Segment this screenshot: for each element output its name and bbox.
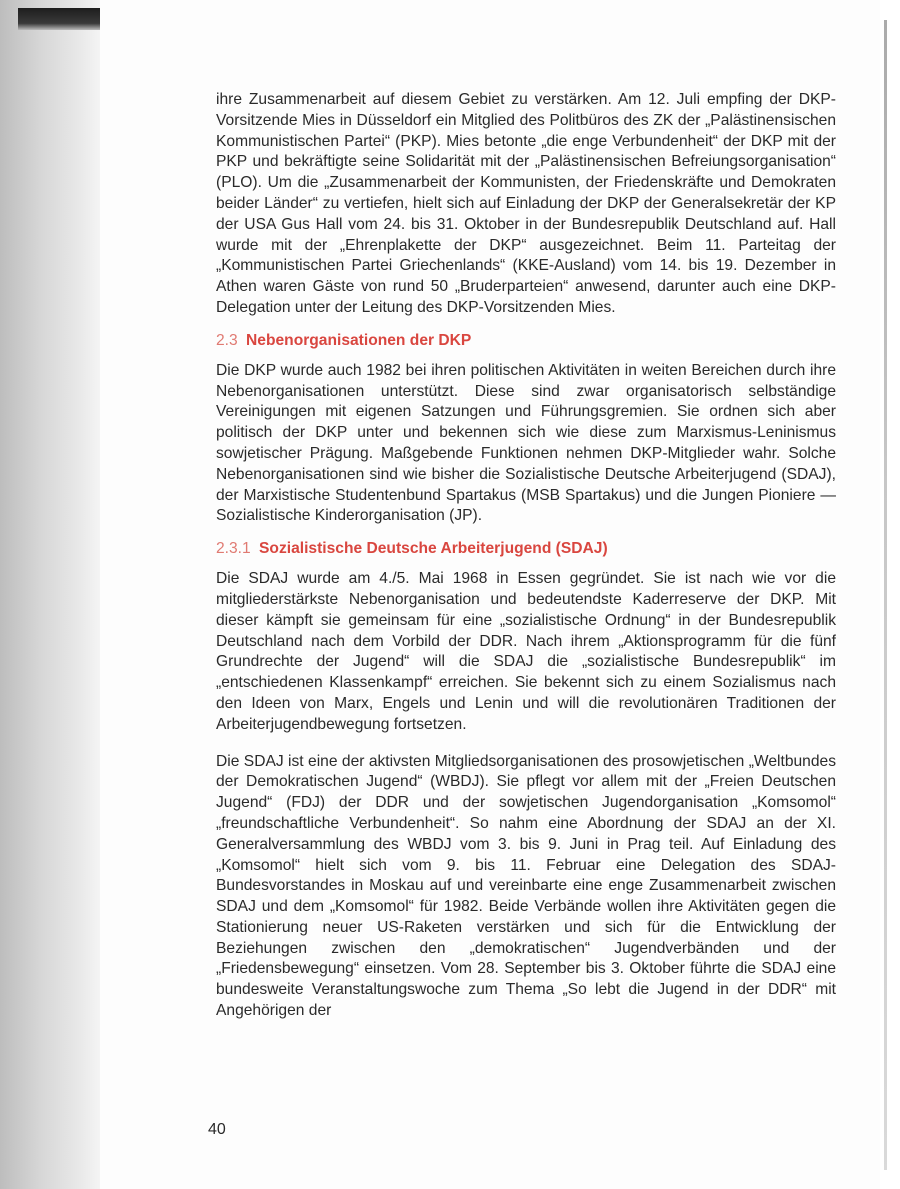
subsection-heading-sdaj (216, 539, 836, 559)
paragraph-nebenorganisationen: Die DKP wurde auch 1982 bei ihren politischen Aktivitäten in weiten Bereichen durch ihre Nebenorganisationen unterstützt. Diese sind zwar organisatorisch selbständige Vereinigungen mit eigenen Satzungen und Führungsgremien. Sie ordnen sich aber politisch der DKP unter und bekennen sich wie diese zum Marxismus-Leninismus sowjetischer Prägung. Maßgebende Funktionen nehmen DKP-Mitglieder wahr. Solche Nebenorganisationen sind wie bisher die Sozialistische Deutsche Arbeiterjugend (SDAJ), der Marxistische Studentenbund Spartakus (MSB Spartakus) und die Jungen Pioniere — Sozialistische Kinderorganisation (JP). (216, 361, 836, 525)
paragraph-spacer (216, 736, 836, 752)
section-heading-nebenorganisationen (216, 331, 836, 351)
section-number: 2.3 (216, 331, 238, 349)
section-title: Nebenorganisationen der DKP (246, 331, 472, 349)
subsection-title: Sozialistische Deutsche Arbeiterjugend (SDAJ) (259, 540, 608, 558)
paragraph-dkp-international-contacts: ihre Zusammenarbeit auf diesem Gebiet zu verstärken. Am 12. Juli empfing der DKP-Vorsitzende Mies in Düsseldorf ein Mitglied des Politbüros des ZK der „Palästinensischen Kommunistischen Partei“ (PKP). Mies betonte „die enge Verbundenheit“ der DKP mit der PKP und bekräftigte seine Solidarität mit der „Palästinensischen Befreiungsorganisation“ (PLO). Um die „Zusammenarbeit der Kommunisten, der Friedenskräfte und Demokraten beider Länder“ zu vertiefen, hielt sich auf Einladung der DKP der Generalsekretär der KP der USA Gus Hall vom 24. bis 31. Oktober in der Bundesrepublik Deutschland auf. Hall wurde mit der „Ehrenplakette der DKP“ ausgezeichnet. Beim 11. Parteitag der „Kommunistischen Partei Griechenlands“ (KKE-Ausland) vom 14. bis 19. Dezember in Athen waren Gäste von rund 50 „Bruderparteien“ anwesend, darunter auch eine DKP-Delegation unter der Leitung des DKP-Vorsitzenden Mies. (216, 91, 836, 316)
page-content (216, 90, 836, 1022)
paragraph-sdaj-international: Die SDAJ ist eine der aktivsten Mitgliedsorganisationen des prosowjetischen „Weltbundes der Demokratischen Jugend“ (WBDJ). Sie pflegt vor allem mit der „Freien Deutschen Jugend“ (FDJ) der DDR und der sowjetischen Jugendorganisation „Komsomol“ „freundschaftliche Verbundenheit“. So nahm eine Abordnung der SDAJ an der XI. Generalversammlung des WBDJ vom 3. bis 9. Juni in Prag teil. Auf Einladung des „Komsomol“ hielt sich vom 9. bis 11. Februar eine Delegation des SDAJ-Bundesvorstandes in Moskau auf und vereinbarte eine enge Zusammenarbeit zwischen SDAJ und dem „Komsomol“ für 1982. Beide Verbände wollen ihre Aktivitäten gegen die Stationierung neuer US-Raketen verstärken und sich für die Entwicklung der Beziehungen zwischen den „demokratischen“ Jugendverbänden und der „Friedensbewegung“ einsetzen. Vom 28. September bis 3. Oktober führte die SDAJ eine bundesweite Veranstaltungswoche zum Thema „So lebt die Jugend in der DDR“ mit Angehörigen der (216, 752, 836, 1020)
subsection-number: 2.3.1 (216, 540, 251, 558)
paragraph-sdaj-founding: Die SDAJ wurde am 4./5. Mai 1968 in Essen gegründet. Sie ist nach wie vor die mitgliederstärkste Nebenorganisation und bedeutendste Kaderreserve der DKP. Mit dieser kämpft sie gemeinsam für eine „sozialistische Ordnung“ in der Bundesrepublik Deutschland nach dem Vorbild der DDR. Nach ihrem „Aktionsprogramm für die fünf Grundrechte der Jugend“ will die SDAJ die „sozialistische Bundesrepublik“ im „entschiedenen Klassenkampf“ erreichen. Sie bekennt sich zu einem Sozialismus nach den Ideen von Marx, Engels und Lenin und will die revolutionären Traditionen der Arbeiterjugendbewegung fortsetzen. (216, 570, 836, 733)
scan-right-edge-mark (884, 20, 887, 1170)
page-number: 40 (208, 1121, 226, 1138)
